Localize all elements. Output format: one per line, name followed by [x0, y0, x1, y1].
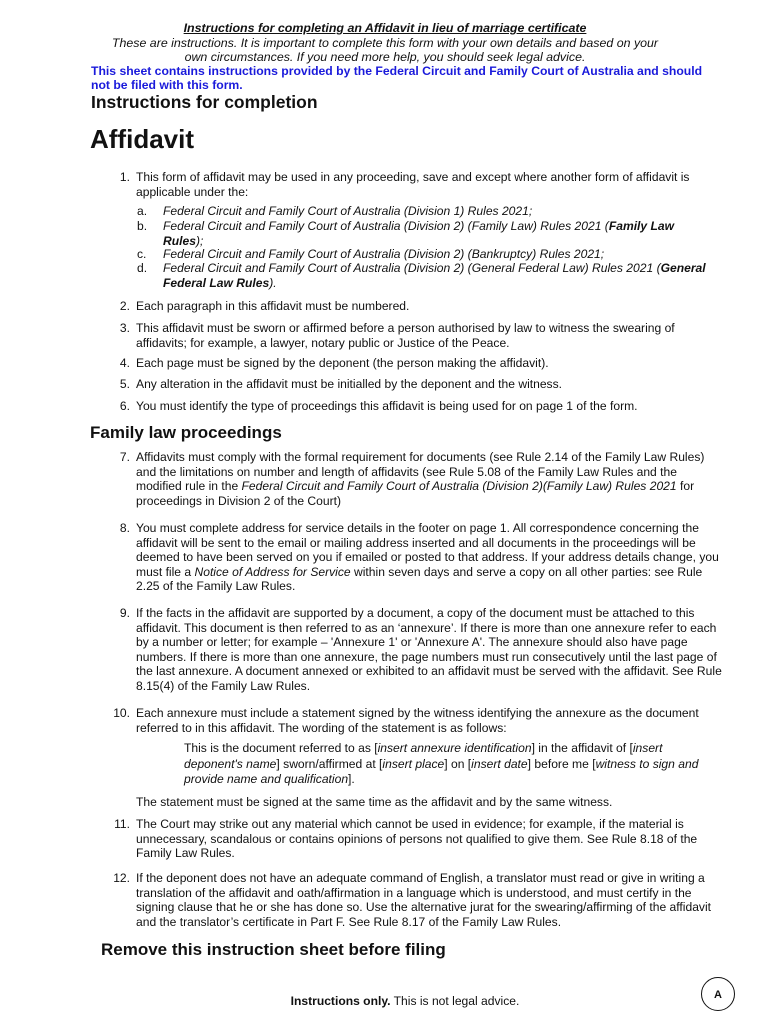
paragraph-number: 3. [119, 321, 130, 335]
paragraph-8 [112, 521, 722, 594]
sub-item-b [137, 219, 717, 248]
paragraph-11 [112, 817, 722, 861]
defined-term: General Federal Law Rules [163, 261, 706, 290]
heading-instructions-for-completion: Instructions for completion [91, 92, 318, 112]
sub-item-text: Federal Circuit and Family Court of Australia (Division 2) (Bankruptcy) Rules 2021; [163, 247, 605, 261]
paragraph-text: If the deponent does not have an adequate command of English, a translator must read or give in writing a translation of the affidavit and oath/affirmation in a language which is understood, and must certify in the signing clause that he or she has done so. Use the alternative jurat for the swearing/affirming of the affidavit and the translator’s certificate in Part F. See Rule 8.17 of the Family Law Rules. [136, 871, 712, 929]
annexure-statement-wording [184, 741, 724, 788]
sub-item-text: Federal Circuit and Family Court of Australia (Division 2) (General Federal Law) Rules 2021 ( [163, 261, 661, 275]
paragraph-number: 5. [119, 377, 130, 391]
paragraph-10-note: The statement must be signed at the same time as the affidavit and by the same witness. [136, 795, 613, 809]
paragraph-text: This form of affidavit may be used in any proceeding, save and except where another form of affidavit is applicable under the: [136, 170, 690, 199]
sub-item-a [137, 204, 717, 219]
paragraph-text: Affidavits must comply with the formal requirement for documents (see Rule 2.14 of the Family Law Rules) and the limitations on number and length of affidavits (see Rule 5.08 of the Family Law Rules and the modified rule in the [136, 450, 705, 494]
paragraph-9 [112, 606, 722, 694]
paragraph-1 [112, 170, 722, 199]
paragraph-text: This affidavit must be sworn or affirmed before a person authorised by law to witness the swearing of affidavits; for example, a lawyer, notary public or Justice of the Peace. [136, 321, 675, 350]
sub-item-d [137, 261, 717, 290]
placeholder-annexure-id: insert annexure identification [377, 741, 532, 755]
paragraph-number: 4. [119, 356, 130, 370]
heading-remove-sheet: Remove this instruction sheet before filing [101, 940, 446, 959]
form-name: Notice of Address for Service [194, 564, 351, 579]
paragraph-5 [112, 377, 722, 392]
sub-item-text: Federal Circuit and Family Court of Australia (Division 1) Rules 2021; [163, 204, 533, 218]
paragraph-text: Each page must be signed by the deponent (the person making the affidavit). [136, 356, 549, 370]
sub-item-letter: b. [137, 219, 148, 233]
statement-text: ] before me [ [527, 756, 596, 771]
paragraph-10 [112, 706, 722, 735]
footer-bold: Instructions only. [290, 994, 391, 1008]
paragraph-number: 2. [119, 299, 130, 313]
paragraph-text-end: for proceedings in Division 2 of the Court) [136, 479, 695, 508]
statement-text: ] in the affidavit of [ [531, 741, 633, 755]
paragraph-text: You must identify the type of proceedings this affidavit is being used for on page 1 of the form. [136, 399, 638, 413]
defined-term: Family Law Rules [163, 219, 675, 248]
paragraph-3 [112, 321, 722, 350]
placeholder-witness: witness to sign and provide name and qualification [184, 756, 699, 787]
paragraph-number: 6. [119, 399, 130, 413]
paragraph-text: The Court may strike out any material which cannot be used in evidence; for example, if the material is unnecessary, scandalous or contains opinions of persons not qualified to give them. See Rule 8.18 of the Family Law Rules. [136, 817, 698, 861]
paragraph-text: Any alteration in the affidavit must be initialled by the deponent and the witness. [136, 377, 563, 391]
footer-text: This is not legal advice. [390, 994, 520, 1008]
paragraph-2 [112, 299, 722, 314]
paragraph-number: 9. [119, 606, 130, 620]
paragraph-text: Each paragraph in this affidavit must be numbered. [136, 299, 410, 313]
sub-item-text-end: ); [195, 233, 204, 248]
sheet-subtitle: These are instructions. It is important to complete this form with your own details and based on your own circumstances. If you need more help, you should seek legal advice. [111, 36, 659, 64]
paragraph-4 [112, 356, 722, 371]
statement-text: ] on [ [444, 756, 472, 771]
paragraph-text: If the facts in the affidavit are supported by a document, a copy of the document must be attached to this affidavit. This document is then referred to as an ‘annexure’. If there is more than one annexure refer to each by a number or letter; for example – 'Annexure 1' or 'Annexure A'. The annexure should also have page numbers. If there is more than one annexure, the page numbers must run consecutively until the last page of the last annexure. A document annexed or exhibited to an affidavit must be served with the affidavit. See Rule 8.15(4) of the Family Law Rules. [136, 606, 722, 693]
paragraph-text-end: within seven days and serve a copy on all other parties: see Rule 2.25 of the Family Law Rules. [136, 564, 703, 594]
paragraph-text: Each annexure must include a statement signed by the witness identifying the annexure as the document referred to in this affidavit. The wording of the statement is as follows: [136, 706, 699, 735]
paragraph-number: 10. [113, 706, 130, 720]
sub-item-letter: c. [137, 247, 147, 261]
placeholder-date: insert date [471, 756, 528, 771]
paragraph-number: 12. [113, 871, 130, 885]
heading-family-law-proceedings: Family law proceedings [90, 423, 282, 442]
statement-text: This is the document referred to as [ [184, 741, 378, 755]
sub-item-text-end: ). [269, 275, 277, 290]
paragraph-number: 1. [119, 170, 130, 184]
sub-item-letter: a. [137, 204, 148, 218]
form-badge: A [701, 977, 735, 1011]
sub-item-text: Federal Circuit and Family Court of Australia (Division 2) (Family Law) Rules 2021 ( [163, 219, 609, 233]
sub-item-c [137, 247, 717, 262]
paragraph-number: 8. [119, 521, 130, 535]
paragraph-text: You must complete address for service details in the footer on page 1. All correspondence concerning the affidavit will be sent to the email or mailing address inserted and all documents in the proceedings will be deemed to have been served on you if emailed or posted to that address. If your address details change, you must file a [136, 521, 719, 579]
paragraph-12 [112, 871, 722, 929]
court-notice: This sheet contains instructions provided by the Federal Circuit and Family Court of Australia and should not be filed with this form. [91, 64, 703, 92]
paragraph-7 [112, 450, 722, 508]
placeholder-deponent-name: insert deponent's name [184, 741, 663, 771]
paragraph-number: 7. [119, 450, 130, 464]
statement-text: ]. [348, 772, 355, 787]
placeholder-place: insert place [382, 756, 445, 771]
sheet-title: Instructions for completing an Affidavit in lieu of marriage certificate [183, 21, 587, 35]
footer-disclaimer [0, 994, 770, 1008]
paragraph-6 [112, 399, 722, 414]
statement-text: ] sworn/affirmed at [ [276, 756, 383, 771]
rules-citation: Federal Circuit and Family Court of Australia (Division 2)(Family Law) Rules 2021 [241, 479, 677, 494]
sub-item-letter: d. [137, 261, 148, 275]
heading-affidavit: Affidavit [90, 124, 194, 154]
paragraph-number: 11. [114, 817, 130, 831]
